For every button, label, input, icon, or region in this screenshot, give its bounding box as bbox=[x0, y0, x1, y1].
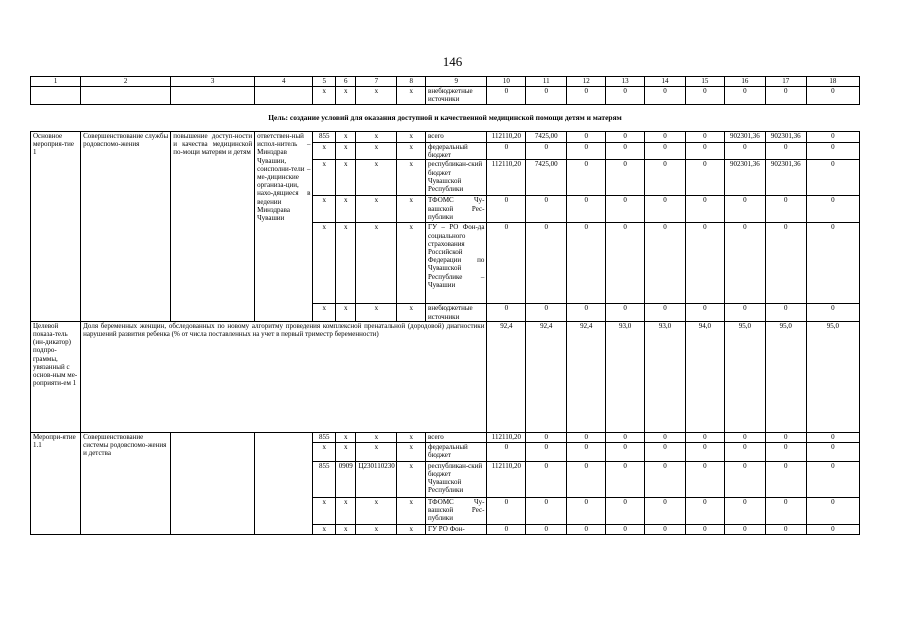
value-cell: 0 bbox=[806, 160, 859, 196]
value-cell: 0 bbox=[526, 497, 567, 524]
value-cell: 0 bbox=[724, 497, 765, 524]
value-cell: 0 bbox=[645, 223, 686, 304]
value-cell: 0 bbox=[724, 524, 765, 534]
value-cell: 0 bbox=[806, 524, 859, 534]
value-cell: 0 bbox=[685, 524, 724, 534]
code-cell: х bbox=[313, 497, 336, 524]
value-cell: 0 bbox=[685, 143, 724, 160]
value-cell: 0 bbox=[567, 442, 606, 461]
indicator-label: Целевой показа-тель (ин-дикатор) подпро-граммы, увязанный с основ-ным ме-роприяти-ем 1 bbox=[31, 321, 81, 432]
code-cell: х bbox=[397, 143, 426, 160]
column-number: 4 bbox=[255, 77, 313, 87]
code-cell: х bbox=[313, 304, 336, 321]
code-cell: х bbox=[397, 432, 426, 442]
value-cell: 902301,36 bbox=[765, 160, 806, 196]
value-cell: 0 bbox=[606, 304, 645, 321]
source-cell: внебюджетные источники bbox=[426, 304, 487, 321]
code-cell: х bbox=[397, 87, 426, 105]
value-cell: 0 bbox=[645, 143, 686, 160]
value-cell: 0 bbox=[806, 132, 859, 143]
value-cell: 0 bbox=[765, 304, 806, 321]
value-cell: 0 bbox=[685, 223, 724, 304]
column-number: 1 bbox=[31, 77, 81, 87]
value-cell: 0 bbox=[685, 304, 724, 321]
indicator-value: 93,0 bbox=[606, 321, 645, 432]
code-cell: х bbox=[313, 223, 336, 304]
code-cell: х bbox=[356, 160, 397, 196]
code-cell: х bbox=[335, 87, 355, 105]
value-cell: 0 bbox=[806, 304, 859, 321]
value-cell: 0 bbox=[645, 304, 686, 321]
value-cell: 0 bbox=[567, 87, 606, 105]
table-row bbox=[31, 132, 860, 143]
value-cell: 0 bbox=[606, 223, 645, 304]
indicator-value: 92,4 bbox=[526, 321, 567, 432]
code-cell: х bbox=[356, 497, 397, 524]
code-cell: х bbox=[313, 87, 336, 105]
code-cell: х bbox=[397, 442, 426, 461]
code-cell: х bbox=[335, 160, 355, 196]
code-cell: х bbox=[356, 223, 397, 304]
table-row bbox=[31, 87, 860, 105]
value-cell: 0 bbox=[526, 524, 567, 534]
value-cell: 0 bbox=[806, 87, 859, 105]
value-cell: 0 bbox=[806, 497, 859, 524]
indicator-text: Доля беременных женщин, обследованных по новому алгоритму проведения комплексной пренатальной (дородовой) диагностики нарушений развития ребенка (% от числа поставленных на учет в первый триместр беременности) bbox=[81, 321, 487, 432]
value-cell: 0 bbox=[645, 442, 686, 461]
value-cell: 0 bbox=[567, 143, 606, 160]
code-cell: 855 bbox=[313, 461, 336, 497]
source-cell: ТФОМС Чу-вашской Рес-публики bbox=[426, 196, 487, 223]
value-cell: 902301,36 bbox=[724, 160, 765, 196]
value-cell: 0 bbox=[526, 143, 567, 160]
value-cell: 7425,00 bbox=[526, 132, 567, 143]
code-cell: х bbox=[313, 143, 336, 160]
column-number: 5 bbox=[313, 77, 336, 87]
value-cell: 0 bbox=[724, 223, 765, 304]
activity-name: Совершенствование системы родовспомо-жения и детства bbox=[81, 432, 171, 534]
indicator-value: 95,0 bbox=[724, 321, 765, 432]
source-cell: внебюджетные источники bbox=[426, 87, 487, 105]
code-cell: х bbox=[356, 196, 397, 223]
source-cell: республикан-ский бюджет Чувашской Республики bbox=[426, 160, 487, 196]
code-cell: х bbox=[335, 442, 355, 461]
value-cell: 0 bbox=[806, 432, 859, 442]
source-cell: всего bbox=[426, 132, 487, 143]
source-cell: федеральный бюджет bbox=[426, 442, 487, 461]
code-cell: х bbox=[356, 304, 397, 321]
indicator-value: 92,4 bbox=[567, 321, 606, 432]
value-cell: 0 bbox=[487, 196, 526, 223]
empty-cell bbox=[171, 87, 255, 105]
code-cell: х bbox=[335, 132, 355, 143]
value-cell: 0 bbox=[526, 461, 567, 497]
value-cell: 0 bbox=[724, 87, 765, 105]
activity-type: Меропри-ятие 1.1 bbox=[31, 432, 81, 534]
value-cell: 0 bbox=[606, 160, 645, 196]
code-cell: х bbox=[356, 524, 397, 534]
code-cell: х bbox=[335, 143, 355, 160]
value-cell: 0 bbox=[806, 196, 859, 223]
value-cell: 0 bbox=[724, 304, 765, 321]
budget-table bbox=[30, 76, 860, 535]
source-cell: федеральный бюджет bbox=[426, 143, 487, 160]
column-number: 6 bbox=[335, 77, 355, 87]
value-cell: 0 bbox=[685, 132, 724, 143]
value-cell: 0 bbox=[567, 223, 606, 304]
value-cell: 0 bbox=[806, 442, 859, 461]
activity-name: Совершенствование службы родовспомо-жения bbox=[81, 132, 171, 322]
value-cell: 0 bbox=[567, 132, 606, 143]
indicator-value: 95,0 bbox=[806, 321, 859, 432]
value-cell: 0 bbox=[487, 524, 526, 534]
value-cell: 0 bbox=[606, 132, 645, 143]
activity-type: Основное мероприя-тие 1 bbox=[31, 132, 81, 322]
value-cell: 0 bbox=[724, 143, 765, 160]
value-cell: 0 bbox=[645, 432, 686, 442]
value-cell: 0 bbox=[606, 196, 645, 223]
value-cell: 0 bbox=[765, 497, 806, 524]
column-number: 15 bbox=[685, 77, 724, 87]
column-number: 8 bbox=[397, 77, 426, 87]
code-cell: х bbox=[335, 524, 355, 534]
code-cell: Ц230110230 bbox=[356, 461, 397, 497]
code-cell: х bbox=[335, 432, 355, 442]
code-cell: х bbox=[356, 87, 397, 105]
value-cell: 0 bbox=[526, 87, 567, 105]
value-cell: 0 bbox=[567, 196, 606, 223]
value-cell: 0 bbox=[526, 304, 567, 321]
column-number: 12 bbox=[567, 77, 606, 87]
source-cell: ТФОМС Чу-вашской Рес-публики bbox=[426, 497, 487, 524]
code-cell: х bbox=[313, 524, 336, 534]
value-cell: 0 bbox=[567, 160, 606, 196]
value-cell: 0 bbox=[685, 87, 724, 105]
column-number: 17 bbox=[765, 77, 806, 87]
value-cell: 0 bbox=[487, 223, 526, 304]
column-number: 9 bbox=[426, 77, 487, 87]
column-number: 10 bbox=[487, 77, 526, 87]
code-cell: х bbox=[335, 223, 355, 304]
table-row bbox=[31, 321, 860, 432]
value-cell: 112110,20 bbox=[487, 160, 526, 196]
value-cell: 0 bbox=[645, 497, 686, 524]
code-cell: х bbox=[397, 196, 426, 223]
column-number: 3 bbox=[171, 77, 255, 87]
value-cell: 0 bbox=[606, 524, 645, 534]
value-cell: 0 bbox=[606, 87, 645, 105]
code-cell: х bbox=[356, 442, 397, 461]
value-cell: 0 bbox=[526, 196, 567, 223]
code-cell: х bbox=[397, 497, 426, 524]
value-cell: 0 bbox=[724, 442, 765, 461]
value-cell: 0 bbox=[526, 432, 567, 442]
empty-cell bbox=[255, 87, 313, 105]
value-cell: 0 bbox=[724, 432, 765, 442]
value-cell: 902301,36 bbox=[724, 132, 765, 143]
value-cell: 0 bbox=[606, 497, 645, 524]
value-cell: 0 bbox=[526, 223, 567, 304]
code-cell: х bbox=[397, 160, 426, 196]
code-cell: 0909 bbox=[335, 461, 355, 497]
value-cell: 0 bbox=[487, 143, 526, 160]
value-cell: 0 bbox=[685, 160, 724, 196]
value-cell: 0 bbox=[765, 432, 806, 442]
value-cell: 0 bbox=[487, 87, 526, 105]
value-cell: 0 bbox=[765, 223, 806, 304]
value-cell: 0 bbox=[685, 196, 724, 223]
column-number: 16 bbox=[724, 77, 765, 87]
value-cell: 0 bbox=[487, 304, 526, 321]
source-cell: ГУ РО Фон- bbox=[426, 524, 487, 534]
code-cell: х bbox=[313, 442, 336, 461]
code-cell: х bbox=[356, 143, 397, 160]
value-cell: 0 bbox=[724, 461, 765, 497]
code-cell: х bbox=[313, 196, 336, 223]
indicator-value: 95,0 bbox=[765, 321, 806, 432]
value-cell: 0 bbox=[765, 461, 806, 497]
code-cell: 855 bbox=[313, 432, 336, 442]
value-cell: 0 bbox=[606, 432, 645, 442]
value-cell: 0 bbox=[487, 442, 526, 461]
value-cell: 0 bbox=[567, 524, 606, 534]
column-number: 11 bbox=[526, 77, 567, 87]
value-cell: 0 bbox=[806, 143, 859, 160]
value-cell: 0 bbox=[567, 432, 606, 442]
source-cell: всего bbox=[426, 432, 487, 442]
code-cell: х bbox=[397, 461, 426, 497]
code-cell: х bbox=[335, 497, 355, 524]
goal-heading: Цель: создание условий для оказания доступной и качественной медицинской помощи детям и матерям bbox=[31, 105, 860, 132]
code-cell: х bbox=[397, 132, 426, 143]
value-cell: 0 bbox=[606, 143, 645, 160]
value-cell: 0 bbox=[487, 497, 526, 524]
empty-cell bbox=[31, 87, 81, 105]
code-cell: х bbox=[313, 160, 336, 196]
value-cell: 112110,20 bbox=[487, 132, 526, 143]
value-cell: 0 bbox=[765, 143, 806, 160]
indicator-value: 93,0 bbox=[645, 321, 686, 432]
empty-cell bbox=[171, 432, 255, 534]
value-cell: 0 bbox=[685, 432, 724, 442]
page-number: 146 bbox=[442, 54, 463, 69]
value-cell: 0 bbox=[606, 442, 645, 461]
code-cell: х bbox=[356, 132, 397, 143]
value-cell: 0 bbox=[765, 196, 806, 223]
source-cell: республикан-ский бюджет Чувашской Республики bbox=[426, 461, 487, 497]
column-number: 7 bbox=[356, 77, 397, 87]
value-cell: 112110,20 bbox=[487, 432, 526, 442]
value-cell: 0 bbox=[645, 461, 686, 497]
code-cell: х bbox=[397, 524, 426, 534]
code-cell: х bbox=[335, 304, 355, 321]
indicator-value: 94,0 bbox=[685, 321, 724, 432]
column-number: 14 bbox=[645, 77, 686, 87]
table-row bbox=[31, 77, 860, 87]
value-cell: 0 bbox=[806, 223, 859, 304]
value-cell: 0 bbox=[567, 497, 606, 524]
value-cell: 0 bbox=[645, 132, 686, 143]
code-cell: 855 bbox=[313, 132, 336, 143]
code-cell: х bbox=[397, 304, 426, 321]
code-cell: х bbox=[356, 432, 397, 442]
value-cell: 0 bbox=[765, 442, 806, 461]
value-cell: 0 bbox=[606, 461, 645, 497]
value-cell: 0 bbox=[645, 524, 686, 534]
value-cell: 0 bbox=[645, 160, 686, 196]
value-cell: 0 bbox=[645, 196, 686, 223]
indicator-value: 92,4 bbox=[487, 321, 526, 432]
empty-cell bbox=[81, 87, 171, 105]
code-cell: х bbox=[397, 223, 426, 304]
code-cell: х bbox=[335, 196, 355, 223]
value-cell: 0 bbox=[567, 461, 606, 497]
empty-cell bbox=[255, 432, 313, 534]
value-cell: 0 bbox=[567, 304, 606, 321]
column-number: 18 bbox=[806, 77, 859, 87]
value-cell: 7425,00 bbox=[526, 160, 567, 196]
table-row bbox=[31, 432, 860, 442]
value-cell: 0 bbox=[765, 87, 806, 105]
table-row bbox=[31, 105, 860, 132]
value-cell: 0 bbox=[526, 442, 567, 461]
value-cell: 0 bbox=[685, 461, 724, 497]
value-cell: 0 bbox=[685, 497, 724, 524]
value-cell: 0 bbox=[806, 461, 859, 497]
value-cell: 902301,36 bbox=[765, 132, 806, 143]
value-cell: 0 bbox=[685, 442, 724, 461]
source-cell: ГУ – РО Фон-да социального страхования Российской Федерации по Чувашской Республике – Чувашии bbox=[426, 223, 487, 304]
value-cell: 0 bbox=[765, 524, 806, 534]
value-cell: 112110,20 bbox=[487, 461, 526, 497]
column-number: 13 bbox=[606, 77, 645, 87]
activity-goal: повышение доступ-ности и качества медицинской по-мощи матерям и детям bbox=[171, 132, 255, 322]
column-number: 2 bbox=[81, 77, 171, 87]
activity-responsible: ответствен-ный испол-нитель – Минздрав Чувашии, соисполни-тели – ме-дицинские организа-ции, нахо-дящиеся в ведении Минздрава Чувашии bbox=[255, 132, 313, 322]
value-cell: 0 bbox=[645, 87, 686, 105]
value-cell: 0 bbox=[724, 196, 765, 223]
